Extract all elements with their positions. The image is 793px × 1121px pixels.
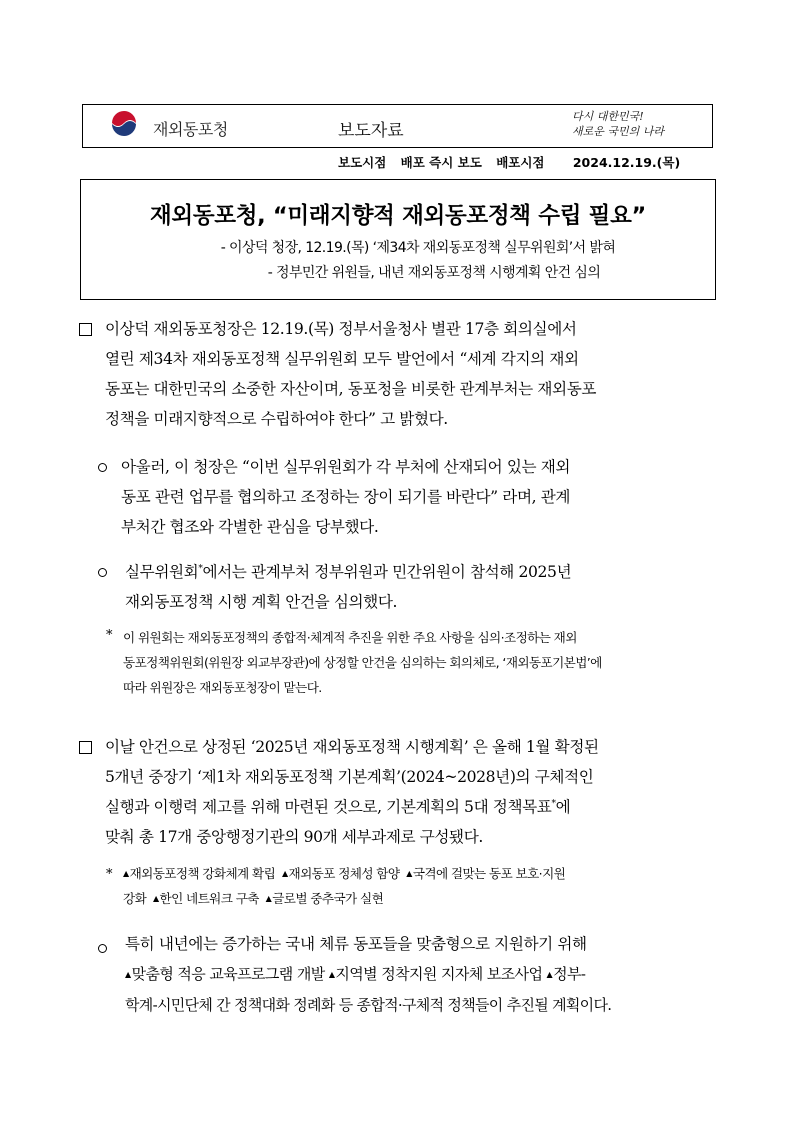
triangle-bullet-icon: ▲: [406, 869, 412, 878]
measure-1: 맞춤형 적응 교육프로그램 개발: [131, 965, 325, 983]
square-bullet-icon: [79, 741, 92, 754]
p1b-line2: 재외동포정책 시행 계획 안건을 심의했다.: [125, 593, 398, 611]
government-emblem-icon: [109, 111, 139, 141]
p2a-line2: [125, 959, 715, 990]
paragraph-1b: [125, 557, 715, 617]
p1b-line1: [125, 557, 715, 587]
note-1: [123, 625, 715, 700]
paragraph-2a: [125, 929, 715, 1020]
slogan-line2: 새로운 국민의 나라: [571, 125, 664, 138]
p2-line3: [105, 792, 715, 822]
measure-3a: 정부-: [553, 965, 586, 983]
triangle-bullet-icon: ▲: [546, 970, 553, 979]
p2-line2: 5개년 중장기 ‘제1차 재외동포정책 기본계획’(2024~2028년)의 구체적인: [105, 768, 594, 786]
p1-line2: 열린 제34차 재외동포정책 실무위원회 모두 발언에서 “세계 각지의 재외: [105, 350, 579, 368]
p2a-line1: 특히 내년에는 증가하는 국내 체류 동포들을 맞춤형으로 지원하기 위해: [125, 935, 587, 953]
policy-goal-4: 한인 네트워크 구축: [159, 891, 259, 906]
note1-line3: 따라 위원장은 재외동포청장이 맡는다.: [123, 680, 322, 695]
distribution-label: 배포시점: [496, 155, 545, 170]
p2-line4: 맞춰 총 17개 중앙행정기관의 90개 세부과제로 구성됐다.: [105, 828, 483, 846]
note-2: [123, 861, 715, 911]
paragraph-1: [105, 314, 715, 434]
subheadline-1: - 이상덕 청장, 12.19.(목) ‘제34차 재외동포정책 실무위원회’서 밝혀: [220, 240, 616, 256]
note-star-icon: *: [106, 628, 113, 643]
release-value: 배포 즉시 보도: [400, 155, 482, 170]
triangle-bullet-icon: ▲: [125, 970, 131, 979]
policy-goal-3a: 국격에 걸맞는 동포 보호·지원: [412, 866, 566, 881]
release-info: [338, 153, 690, 171]
note-star-icon: *: [106, 867, 113, 882]
header-box: [82, 104, 713, 148]
title-box: [80, 179, 716, 300]
circle-bullet-icon: [98, 568, 107, 577]
p2-line3-text: 실행과 이행력 제고를 위해 마련된 것으로, 기본계획의 5대 정책목표: [105, 798, 552, 816]
p2-line3-end: 에: [555, 798, 571, 816]
slogan: [572, 109, 664, 139]
org-name: 재외동포청: [153, 120, 228, 139]
circle-bullet-icon: [98, 463, 107, 472]
square-bullet-icon: [79, 323, 92, 336]
note2-line1: [123, 861, 715, 886]
p1b-line1-rest: 에서는 관계부처 정부위원과 민간위원이 참석해 2025년: [202, 563, 572, 581]
triangle-bullet-icon: ▲: [265, 894, 272, 903]
p2a-line3: 학계-시민단체 간 정책대화 정례화 등 종합적·구체적 정책들이 추진될 계획이다.: [125, 996, 612, 1014]
footnote-star: *: [198, 564, 203, 574]
circle-bullet-icon: [98, 944, 107, 953]
triangle-bullet-icon: ▲: [152, 894, 159, 903]
p1-line3: 동포는 대한민국의 소중한 자산이며, 동포청을 비롯한 관계부처는 재외동포: [105, 380, 597, 398]
distribution-date: 2024.12.19.(목): [572, 155, 681, 170]
paragraph-1a: [121, 452, 715, 542]
note2-line2: [123, 886, 715, 911]
document-type: 보도자료: [338, 121, 404, 141]
policy-goal-2: 재외동포 정체성 함양: [288, 866, 400, 881]
policy-goal-3b: 강화: [123, 891, 147, 906]
p1a-line1: 아울러, 이 청장은 “이번 실무위원회가 각 부처에 산재되어 있는 재외: [121, 458, 571, 476]
policy-goal-1: 재외동포정책 강화체계 확립: [129, 866, 276, 881]
triangle-bullet-icon: ▲: [281, 869, 288, 878]
subheadline-2: - 정부민간 위원들, 내년 재외동포정책 시행계획 안건 심의: [267, 265, 601, 281]
paragraph-2: [105, 732, 715, 852]
p1b-term: 실무위원회: [125, 563, 199, 581]
footnote-star: *: [551, 799, 556, 809]
triangle-bullet-icon: ▲: [328, 970, 335, 979]
p2-line1: 이날 안건으로 상정된 ‘2025년 재외동포정책 시행계획’ 은 올해 1월 확정된: [105, 738, 599, 756]
measure-2: 지역별 정착지원 지자체 보조사업: [335, 965, 543, 983]
p1-line1: 이상덕 재외동포청장은 12.19.(목) 정부서울청사 별관 17층 회의실에서: [105, 320, 577, 338]
slogan-line1: 다시 대한민국!: [571, 110, 644, 123]
policy-goal-5: 글로벌 중추국가 실현: [272, 891, 384, 906]
note1-line1: 이 위원회는 재외동포정책의 종합적·체계적 추진을 위한 주요 사항을 심의·조정하는 재외: [123, 630, 577, 645]
p1-line4: 정책을 미래지향적으로 수립하여야 한다” 고 밝혔다.: [105, 410, 448, 428]
p1a-line2: 동포 관련 업무를 협의하고 조정하는 장이 되기를 바란다” 라며, 관계: [121, 488, 571, 506]
headline: 재외동포청, “미래지향적 재외동포정책 수립 필요”: [149, 203, 647, 229]
release-label: 보도시점: [338, 155, 387, 170]
p1a-line3: 부처간 협조와 각별한 관심을 당부했다.: [121, 518, 379, 536]
triangle-bullet-icon: ▲: [123, 869, 129, 878]
note1-line2: 동포정책위원회(위원장 외교부장관)에 상정할 안건을 심의하는 회의체로, ‘재외동포기본법’에: [123, 655, 602, 670]
